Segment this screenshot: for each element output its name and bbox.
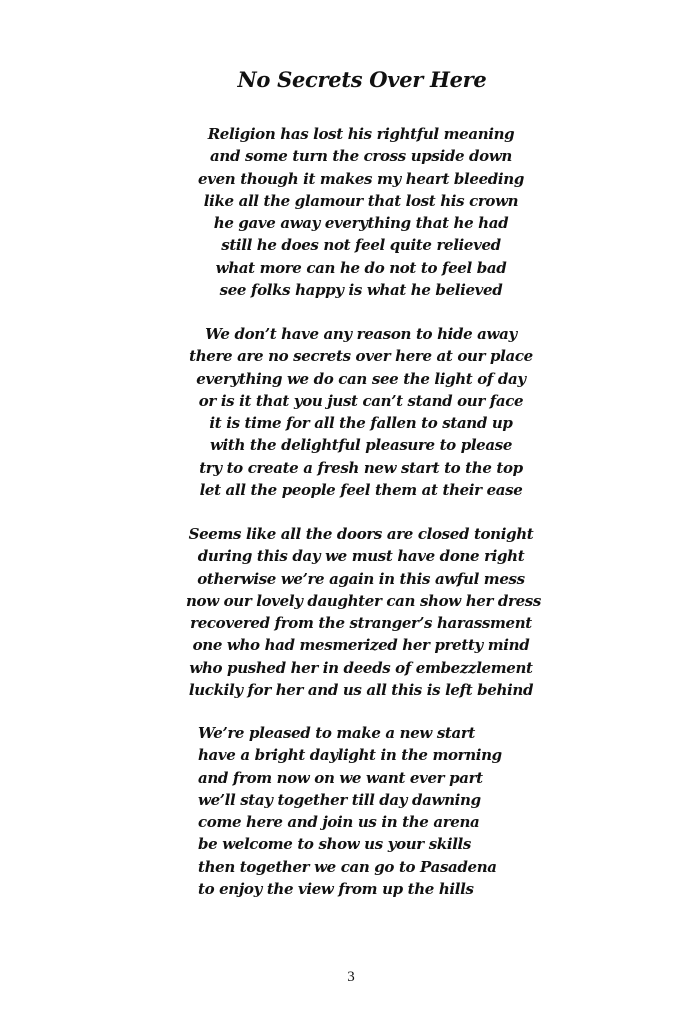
poem-line: we’ll stay together till day dawning (198, 790, 481, 809)
poem-line: try to create a fresh new start to the top (199, 458, 523, 477)
stanza-1 (186, 123, 536, 301)
poem-line: recovered from the stranger’s harassment (190, 614, 532, 633)
poem-line: and from now on we want ever part (198, 768, 483, 787)
poem-line: Seems like all the doors are closed tonight (188, 525, 534, 543)
poem-line: to enjoy the view from up the hills (198, 880, 474, 899)
poem-line: luckily for her and us all this is left behind (188, 681, 534, 700)
poem-line: see folks happy is what he believed (219, 281, 503, 300)
poem-line: let all the people feel them at their ease (199, 481, 523, 500)
poem-line: be welcome to show us your skills (198, 835, 471, 854)
poem-line: one who had mesmerized her pretty mind (192, 636, 530, 655)
poem-line: and some turn the cross upside down (210, 147, 512, 166)
page-number: 3 (347, 969, 355, 985)
poem-line: then together we can go to Pasadena (198, 857, 497, 876)
poem-line: who pushed her in deeds of embezzlement (189, 658, 533, 677)
poem-line: what more can he do not to feel bad (215, 258, 507, 277)
poem-title: No Secrets Over Here (237, 67, 487, 92)
poem-line: he gave away everything that he had (213, 214, 509, 233)
poem-line: or is it that you just can’t stand our face (198, 391, 524, 410)
poem-line: come here and join us in the arena (198, 813, 480, 832)
poem-line: still he does not feel quite relieved (221, 236, 501, 255)
poem-line: like all the glamour that lost his crown (203, 191, 519, 210)
poem-line: with the delightful pleasure to please (209, 436, 513, 455)
poem-line: there are no secrets over here at our place (189, 347, 533, 366)
poem-line: during this day we must have done right (197, 547, 525, 566)
stanza-4 (198, 722, 528, 900)
poem-line: We’re pleased to make a new start (198, 724, 476, 742)
poem-line: everything we do can see the light of day (196, 369, 526, 388)
poem-line: it is time for all the fallen to stand up (209, 414, 513, 433)
poem-line: otherwise we’re again in this awful mess (197, 569, 525, 588)
poem-line: Religion has lost his rightful meaning (207, 125, 515, 143)
poem-line: even though it makes my heart bleeding (198, 169, 524, 188)
poem-line: now our lovely daughter can show her dress (186, 591, 541, 610)
stanza-2 (186, 323, 536, 501)
poem-line: have a bright daylight in the morning (198, 746, 502, 765)
stanza-3 (186, 523, 541, 701)
poem-line: We don’t have any reason to hide away (205, 325, 517, 343)
